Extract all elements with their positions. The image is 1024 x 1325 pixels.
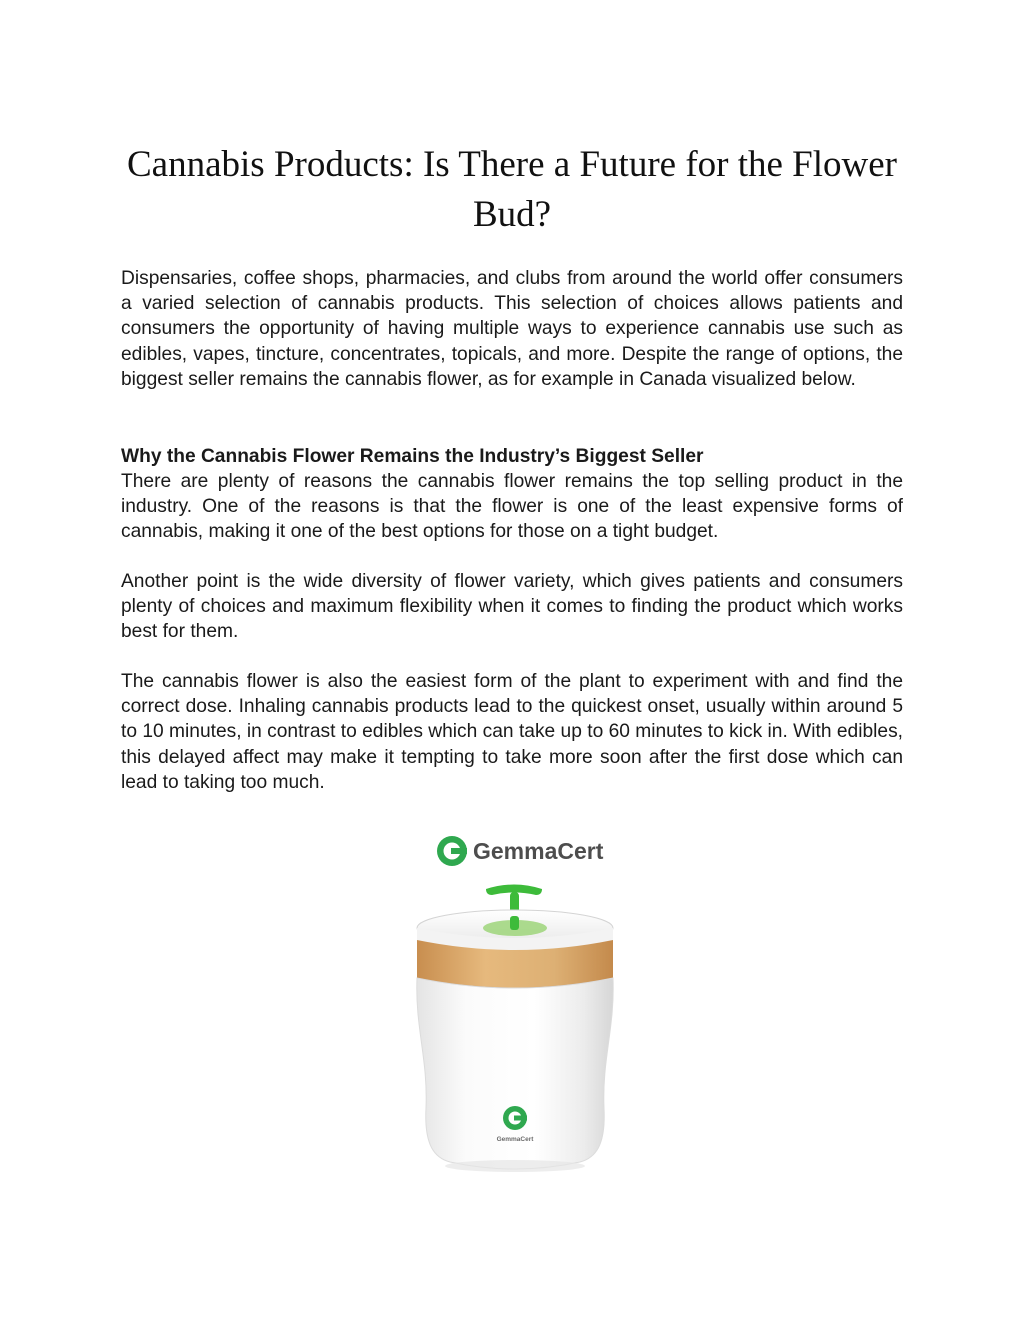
product-image — [380, 828, 650, 1188]
page-title: Cannabis Products: Is There a Future for the Flower Bud? — [127, 144, 897, 235]
paragraph-intro: Dispensaries, coffee shops, pharmacies, and clubs from around the world offer consumers a varied selection of cannabis products. This selection of choices allows patients and consumers the opportunity of having multiple ways to experience cannabis use such as edibles, vapes, tincture, concentrates, topicals, and more. Despite the range of options, the biggest seller remains the cannabis flower, as for example in Canada visualized below. — [121, 268, 903, 390]
section-heading: Why the Cannabis Flower Remains the Industry’s Biggest Seller — [121, 446, 704, 467]
gemmacert-logo — [437, 836, 604, 866]
brand-logo-text: GemmaCert — [473, 838, 604, 864]
paragraph-reasons: There are plenty of reasons the cannabis flower remains the top selling product in the industry. One of the reasons is that the flower is one of the least expensive forms of cannabis, making it one of the best options for those on a tight budget. — [121, 471, 903, 543]
device-logo-text: GemmaCert — [496, 1136, 534, 1143]
paragraph-dosing: The cannabis flower is also the easiest form of the plant to experiment with and find the correct dose. Inhaling cannabis products lead to the quickest onset, usually within around 5 to 10 minutes, in contrast to edibles which can take up to 60 minutes to kick in. With edibles, this delayed affect may make it tempting to take more soon after the first dose which can lead to taking too much. — [121, 671, 903, 793]
paragraph-diversity: Another point is the wide diversity of flower variety, which gives patients and consumers plenty of choices and maximum flexibility when it comes to finding the product which works best for them. — [121, 571, 903, 643]
